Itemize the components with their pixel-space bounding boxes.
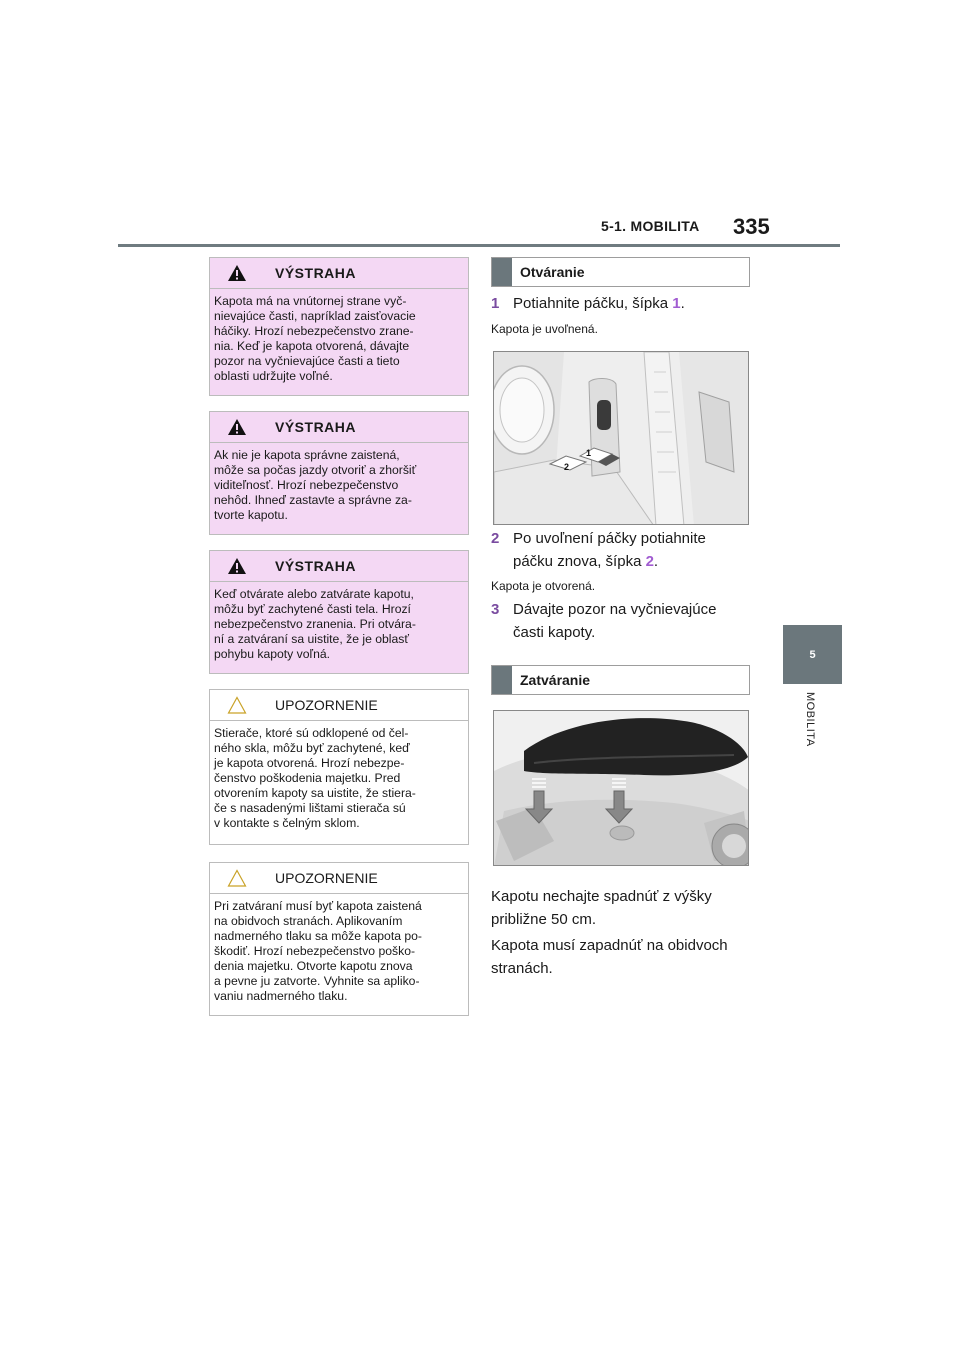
notice-text: Stierače, ktoré sú odklopené od čel- ného skla, môžu byť zachytené, keď je kapota otvorená. Hrozí nebezpe- čenstvo poškodenia majetku. Pred otvorením kapoty sa uistite, že stiera- če s nasadenými lištami stierača sú v kontakte s čelným sklom.	[214, 726, 416, 830]
hood-release-lever-figure	[493, 351, 749, 525]
warning-text: Kapota má na vnútornej strane vyč- nievajúce časti, napríklad zaisťovacie háčiky. Hrozí nebezpečenstvo zrane- nia. Keď je kapota otvorená, dávajte pozor na vyčnievajúce časti a tieto oblasti udržujte voľné.	[214, 294, 416, 383]
notice-text: Pri zatváraní musí byť kapota zaistená na obidvoch stranách. Aplikovaním nadmerného tlaku sa môže kapota po- škodiť. Hrozí nebezpečenstvo poško- denia majetku. Otvorte kapotu znova a pevne ju zatvorte. Vyhnite sa apliko- vaniu nadmerného tlaku.	[214, 899, 422, 1003]
section-heading-closing: Zatváranie	[491, 665, 750, 695]
warning-triangle-icon	[227, 264, 247, 282]
step-2: 2 Po uvoľnení páčky potiahnite páčku znova, šípka 2.	[491, 530, 706, 570]
warning-title: VÝSTRAHA	[210, 551, 468, 582]
chapter-tab: 5	[783, 625, 842, 684]
chapter-label: MOBILITA	[804, 692, 816, 747]
lever-illustration	[494, 352, 749, 525]
step-3: 3 Dávajte pozor na vyčnievajúce časti kapoty.	[491, 601, 717, 641]
warning-title: VÝSTRAHA	[210, 412, 468, 443]
hood-closing-figure	[493, 710, 749, 866]
warning-box-2	[209, 411, 469, 535]
warning-triangle-icon	[227, 418, 247, 436]
section-title: 5-1. MOBILITA	[601, 218, 700, 234]
figure-label-2: 2	[564, 462, 570, 472]
warning-text: Keď otvárate alebo zatvárate kapotu, môžu byť zachytené časti tela. Hrozí nebezpečenstvo zranenia. Pri otvára- ní a zatváraní sa uistite, že je oblasť pohybu kapoty voľná.	[214, 587, 416, 661]
warning-box-1	[209, 257, 469, 396]
notice-title: UPOZORNENIE	[210, 690, 468, 721]
caution-outline-icon	[227, 869, 247, 887]
page-header	[0, 0, 960, 250]
closing-paragraph-2: Kapota musí zapadnúť na obidvoch stranách.	[491, 937, 728, 977]
section-heading-opening: Otváranie	[491, 257, 750, 287]
warning-box-3	[209, 550, 469, 674]
warning-text: Ak nie je kapota správne zaistená, môže sa počas jazdy otvoriť a zhoršiť viditeľnosť. Hrozí nebezpečenstvo nehôd. Ihneď zastavte a správne za- tvorte kapotu.	[214, 448, 417, 522]
figure-label-1: 1	[586, 448, 592, 458]
warning-triangle-icon	[227, 557, 247, 575]
arrow-ref: 1	[672, 295, 681, 312]
page-number: 335	[733, 214, 770, 239]
notice-box-2	[209, 862, 469, 1016]
header-divider	[118, 244, 840, 247]
arrow-ref: 2	[645, 553, 654, 570]
step-1: 1 Potiahnite páčku, šípka 1.	[491, 295, 685, 312]
closing-paragraph-1: Kapotu nechajte spadnúť z výšky približne 50 cm.	[491, 888, 712, 928]
notice-title: UPOZORNENIE	[210, 863, 468, 894]
notice-box-1	[209, 689, 469, 845]
step-2-result: Kapota je otvorená.	[491, 579, 596, 593]
warning-title: VÝSTRAHA	[210, 258, 468, 289]
closing-illustration	[494, 711, 749, 866]
caution-outline-icon	[227, 696, 247, 714]
step-1-result: Kapota je uvoľnená.	[491, 322, 598, 336]
